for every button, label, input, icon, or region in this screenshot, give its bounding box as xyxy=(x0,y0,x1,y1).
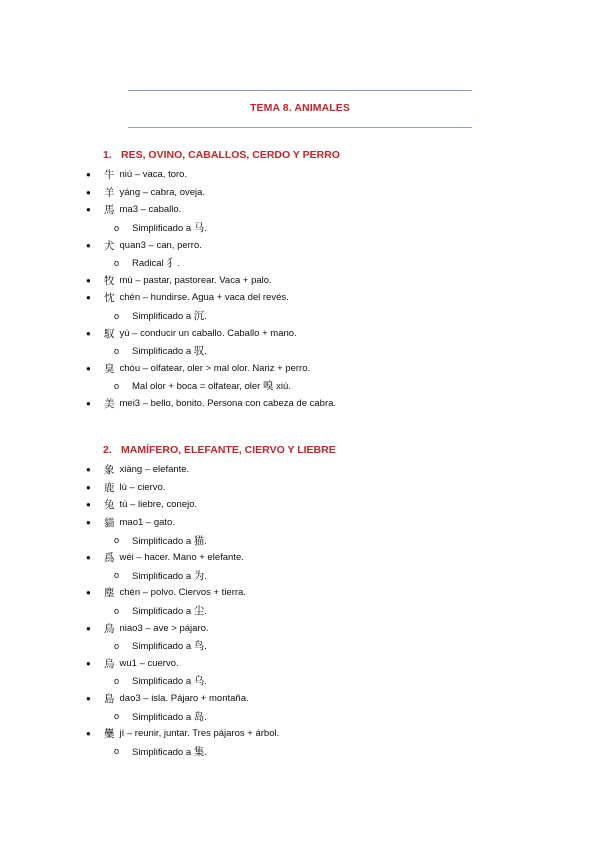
hanzi-character: 鳥 xyxy=(104,622,115,635)
sub-bullet-icon: o xyxy=(114,711,120,722)
list-item xyxy=(86,655,516,690)
list-item xyxy=(86,201,516,236)
item-row xyxy=(86,184,516,202)
sub-item xyxy=(86,743,516,761)
sub-item-label: Simplificado a xyxy=(132,746,194,758)
list-item xyxy=(86,184,516,202)
item-row xyxy=(86,655,516,673)
item-list xyxy=(86,166,516,412)
item-text: dao3 – isla. Pájaro + montaña. xyxy=(119,693,249,705)
hanzi-simplified: 犭 xyxy=(166,257,177,270)
hanzi-character: 臭 xyxy=(104,362,115,375)
list-item xyxy=(86,725,516,760)
sub-bullet-icon: o xyxy=(114,310,120,321)
sub-bullet-icon: o xyxy=(114,257,120,268)
list-item xyxy=(86,360,516,395)
title-rule-top xyxy=(128,90,472,91)
list-item xyxy=(86,619,516,654)
list-item xyxy=(86,549,516,584)
sub-item-label: Simplificado a xyxy=(132,606,194,618)
sub-item xyxy=(86,342,516,360)
item-text: chén – hundirse. Agua + vaca del revés. xyxy=(119,292,289,304)
item-row xyxy=(86,166,516,184)
sub-bullet-icon: o xyxy=(114,570,120,581)
bullet-icon: ● xyxy=(86,729,91,739)
hanzi-character: 羊 xyxy=(104,186,115,199)
sub-bullet-icon: o xyxy=(114,535,120,546)
hanzi-character: 島 xyxy=(104,693,115,706)
list-item xyxy=(86,584,516,619)
sub-item xyxy=(86,567,516,585)
sub-item-text xyxy=(132,709,207,724)
item-text: tú – liebre, conejo. xyxy=(119,499,198,511)
hanzi-character: 雧 xyxy=(104,728,115,741)
sub-item xyxy=(86,531,516,549)
hanzi-character: 鹿 xyxy=(104,481,115,494)
sub-item-label: Radical xyxy=(132,258,167,270)
sub-item-text xyxy=(132,673,207,688)
sub-bullet-icon: o xyxy=(114,605,120,616)
sub-bullet-icon: o xyxy=(114,675,120,686)
list-item xyxy=(86,289,516,324)
item-row xyxy=(86,725,516,743)
sub-item xyxy=(86,637,516,655)
item-text: mao1 – gato. xyxy=(119,517,175,529)
hanzi-simplified: 沉 xyxy=(193,310,205,323)
sub-item-text xyxy=(132,378,291,393)
item-text: wu1 – cuervo. xyxy=(119,657,179,669)
hanzi-character: 馬 xyxy=(104,204,115,217)
title-rule-bottom xyxy=(128,127,472,128)
hanzi-character: 馭 xyxy=(104,327,115,340)
item-text: xiàng – elefante. xyxy=(119,464,190,476)
sub-item-suffix: . xyxy=(204,311,207,323)
document-title: TEMA 8. ANIMALES xyxy=(250,102,350,114)
hanzi-simplified: 乌 xyxy=(193,675,205,688)
list-item xyxy=(86,272,516,290)
sub-item-text xyxy=(132,308,207,323)
item-row xyxy=(86,324,516,342)
sub-item-text xyxy=(132,603,207,618)
item-row xyxy=(86,461,516,479)
item-row xyxy=(86,496,516,514)
hanzi-character: 犬 xyxy=(104,239,115,252)
hanzi-simplified: 为 xyxy=(193,569,205,582)
hanzi-character: 牧 xyxy=(104,274,115,287)
hanzi-simplified: 集 xyxy=(193,745,205,758)
bullet-icon: ● xyxy=(86,482,91,492)
item-row xyxy=(86,584,516,602)
sub-item xyxy=(86,307,516,325)
bullet-icon: ● xyxy=(86,518,91,528)
bullet-icon: ● xyxy=(86,465,91,475)
hanzi-character: 塵 xyxy=(104,587,115,600)
list-item xyxy=(86,395,516,413)
section-1 xyxy=(86,148,516,412)
item-text: chòu – olfatear, oler > mal olor. Nariz + perro. xyxy=(119,362,311,374)
list-item xyxy=(86,514,516,549)
sub-item xyxy=(86,254,516,272)
item-text: yáng – cabra, oveja. xyxy=(119,186,206,198)
item-text: ma3 – caballo. xyxy=(119,204,182,216)
sub-item xyxy=(86,602,516,620)
item-text: mei3 – bello, bonito. Persona con cabeza de cabra. xyxy=(119,398,337,410)
hanzi-simplified: 驭 xyxy=(193,345,205,358)
list-item xyxy=(86,496,516,514)
hanzi-character: 兔 xyxy=(104,499,115,512)
item-row xyxy=(86,236,516,254)
bullet-icon: ● xyxy=(86,694,91,704)
hanzi-simplified: 马 xyxy=(193,222,205,235)
sub-bullet-icon: o xyxy=(114,380,120,391)
item-row xyxy=(86,395,516,413)
sub-item-label: Simplificado a xyxy=(132,570,194,582)
list-item xyxy=(86,166,516,184)
list-item xyxy=(86,461,516,479)
sub-item-text xyxy=(132,568,207,583)
bullet-icon: ● xyxy=(86,240,91,250)
sub-item-suffix: xiù. xyxy=(273,381,291,393)
sub-bullet-icon: o xyxy=(114,345,120,356)
item-row xyxy=(86,549,516,567)
sub-item-label: Simplificado a xyxy=(132,223,194,235)
sub-item-label: Mal olor + boca = olfatear, oler xyxy=(132,381,263,393)
item-text: lù – ciervo. xyxy=(119,481,166,493)
bullet-icon: ● xyxy=(86,170,91,180)
item-text: quan3 – can, perro. xyxy=(119,239,202,251)
sub-item xyxy=(86,377,516,395)
sub-bullet-icon: o xyxy=(114,746,120,757)
hanzi-character: 爲 xyxy=(104,552,115,565)
hanzi-character: 貓 xyxy=(104,517,115,530)
sub-item-text xyxy=(132,220,207,235)
bullet-icon: ● xyxy=(86,588,91,598)
sub-bullet-icon: o xyxy=(114,222,120,233)
bullet-icon: ● xyxy=(86,399,91,409)
list-item xyxy=(86,690,516,725)
sub-item-label: Simplificado a xyxy=(132,346,194,358)
hanzi-simplified: 鸟 xyxy=(193,640,205,653)
hanzi-simplified: 尘 xyxy=(193,605,205,618)
item-row xyxy=(86,479,516,497)
item-text: niao3 – ave > pájaro. xyxy=(119,622,209,634)
section-heading xyxy=(103,443,516,458)
item-row xyxy=(86,360,516,378)
item-text: wéi – hacer. Mano + elefante. xyxy=(119,552,244,564)
hanzi-character: 忱 xyxy=(104,292,115,305)
bullet-icon: ● xyxy=(86,500,91,510)
item-text: chén – polvo. Ciervos + tierra. xyxy=(119,587,246,599)
item-text: yù – conducir un caballo. Caballo + mano. xyxy=(119,327,297,339)
sub-item-suffix: . xyxy=(204,746,207,758)
bullet-icon: ● xyxy=(86,623,91,633)
sub-item-label: Simplificado a xyxy=(132,311,194,323)
sub-item-suffix: . xyxy=(176,258,180,270)
sub-item-suffix: . xyxy=(204,535,207,547)
item-text: jí – reunir, juntar. Tres pájaros + árbol. xyxy=(119,728,280,740)
sub-item-suffix: . xyxy=(204,570,207,582)
bullet-icon: ● xyxy=(86,328,91,338)
section-number: 2. xyxy=(103,444,112,456)
item-text: niú – vaca, toro. xyxy=(119,169,188,181)
hanzi-character: 烏 xyxy=(104,657,115,670)
sub-item-suffix: . xyxy=(204,346,207,358)
hanzi-simplified: 岛 xyxy=(193,710,205,723)
bullet-icon: ● xyxy=(86,363,91,373)
item-row xyxy=(86,619,516,637)
bullet-icon: ● xyxy=(86,205,91,215)
sub-item-text xyxy=(132,638,207,653)
item-text: mù – pastar, pastorear. Vaca + palo. xyxy=(119,274,272,286)
bullet-icon: ● xyxy=(86,293,91,303)
sub-item-suffix: . xyxy=(204,676,207,688)
list-item xyxy=(86,479,516,497)
sub-item-label: Simplificado a xyxy=(132,711,194,723)
hanzi-character: 象 xyxy=(104,464,115,477)
sub-item-suffix: . xyxy=(204,606,207,618)
section-title: RES, OVINO, CABALLOS, CERDO Y PERRO xyxy=(121,149,340,161)
sub-item-label: Simplificado a xyxy=(132,676,194,688)
section-heading xyxy=(103,148,516,163)
bullet-icon: ● xyxy=(86,187,91,197)
bullet-icon: ● xyxy=(86,658,91,668)
bullet-icon: ● xyxy=(86,275,91,285)
sub-item xyxy=(86,672,516,690)
bullet-icon: ● xyxy=(86,553,91,563)
item-list xyxy=(86,461,516,760)
sub-item xyxy=(86,707,516,725)
hanzi-simplified: 嗅 xyxy=(262,380,274,393)
item-row xyxy=(86,514,516,532)
hanzi-character: 美 xyxy=(104,398,115,411)
sub-item-text xyxy=(132,533,207,548)
hanzi-simplified: 猫 xyxy=(193,534,205,547)
sub-bullet-icon: o xyxy=(114,640,120,651)
list-item xyxy=(86,236,516,271)
section-title: MAMÍFERO, ELEFANTE, CIERVO Y LIEBRE xyxy=(121,444,336,456)
sub-item-suffix: . xyxy=(204,223,207,235)
section-2 xyxy=(86,443,516,760)
sub-item xyxy=(86,219,516,237)
sub-item-label: Simplificado a xyxy=(132,641,194,653)
sub-item-label: Simplificado a xyxy=(132,535,194,547)
sub-item-text xyxy=(132,255,179,270)
hanzi-character: 牛 xyxy=(104,169,115,182)
item-row xyxy=(86,201,516,219)
sub-item-text xyxy=(132,744,207,759)
item-row xyxy=(86,289,516,307)
item-row xyxy=(86,690,516,708)
section-number: 1. xyxy=(103,149,112,161)
list-item xyxy=(86,324,516,359)
sub-item-text xyxy=(132,343,207,358)
item-row xyxy=(86,272,516,290)
sub-item-suffix: . xyxy=(204,641,207,653)
sub-item-suffix: . xyxy=(204,711,207,723)
